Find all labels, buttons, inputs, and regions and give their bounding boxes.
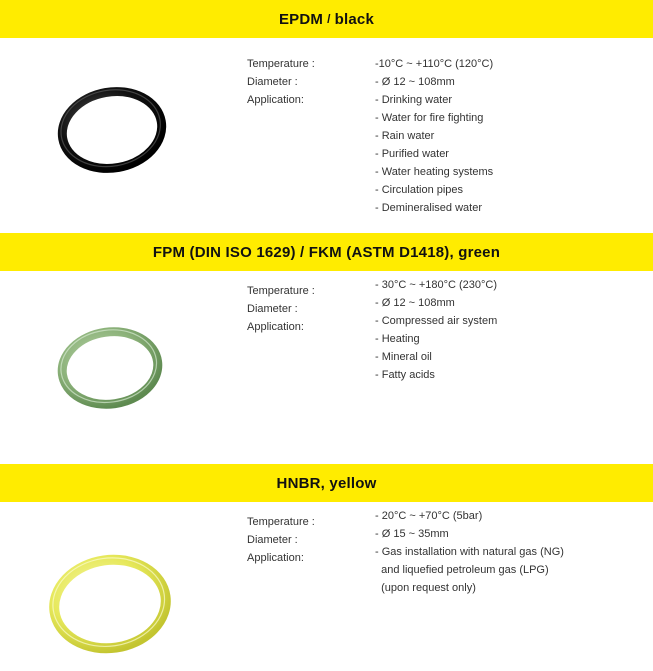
value-diameter: - Ø 15 ~ 35mm: [375, 528, 449, 540]
section-1-title-separator: /: [327, 12, 331, 26]
value-diameter: - Ø 12 ~ 108mm: [375, 297, 455, 309]
section-1-header: [0, 0, 653, 38]
value-diameter: - Ø 12 ~ 108mm: [375, 76, 455, 88]
label-application: Application:: [247, 552, 304, 564]
application-item: - Drinking water: [375, 94, 453, 106]
section-1-labels: [247, 55, 315, 109]
section-3-labels: [247, 513, 315, 567]
application-item: and liquefied petroleum gas (LPG): [375, 564, 549, 576]
section-1-values: [375, 55, 493, 217]
application-item: - Water for fire fighting: [375, 112, 484, 124]
label-application: Application:: [247, 94, 304, 106]
application-item: - Heating: [375, 333, 420, 345]
application-item: - Demineralised water: [375, 202, 482, 214]
section-1-title-rest: black: [334, 10, 375, 28]
hnbr-yellow-oring-image: [40, 548, 180, 660]
section-2-values: [375, 276, 497, 384]
value-temperature: -10°C ~ +110°C (120°C): [375, 58, 494, 70]
application-item: - Gas installation with natural gas (NG): [375, 546, 564, 558]
section-3-header: [0, 464, 653, 502]
label-application: Application:: [247, 321, 304, 333]
application-item: - Fatty acids: [375, 369, 435, 381]
value-temperature: - 30°C ~ +180°C (230°C): [375, 279, 498, 291]
label-diameter: Diameter :: [247, 534, 298, 546]
application-item: - Mineral oil: [375, 351, 432, 363]
application-item: - Circulation pipes: [375, 184, 464, 196]
application-item: - Rain water: [375, 130, 435, 142]
application-item: - Compressed air system: [375, 315, 498, 327]
application-item: - Water heating systems: [375, 166, 494, 178]
section-2-header: [0, 233, 653, 271]
section-1-title-main: EPDM: [278, 10, 324, 28]
section-2-title: FPM (DIN ISO 1629) / FKM (ASTM D1418), green: [152, 243, 501, 261]
application-item: - Purified water: [375, 148, 449, 160]
label-diameter: Diameter :: [247, 303, 298, 315]
fpm-green-oring-image: [50, 318, 170, 418]
epdm-black-oring-image: [52, 80, 172, 180]
label-temperature: Temperature :: [247, 516, 315, 528]
label-diameter: Diameter :: [247, 76, 298, 88]
section-3-values: [375, 507, 564, 597]
section-2-labels: [247, 282, 315, 336]
label-temperature: Temperature :: [247, 285, 315, 297]
application-item: (upon request only): [375, 582, 476, 594]
value-temperature: - 20°C ~ +70°C (5bar): [375, 510, 483, 522]
section-3-title: HNBR, yellow: [276, 474, 377, 492]
label-temperature: Temperature :: [247, 58, 315, 70]
